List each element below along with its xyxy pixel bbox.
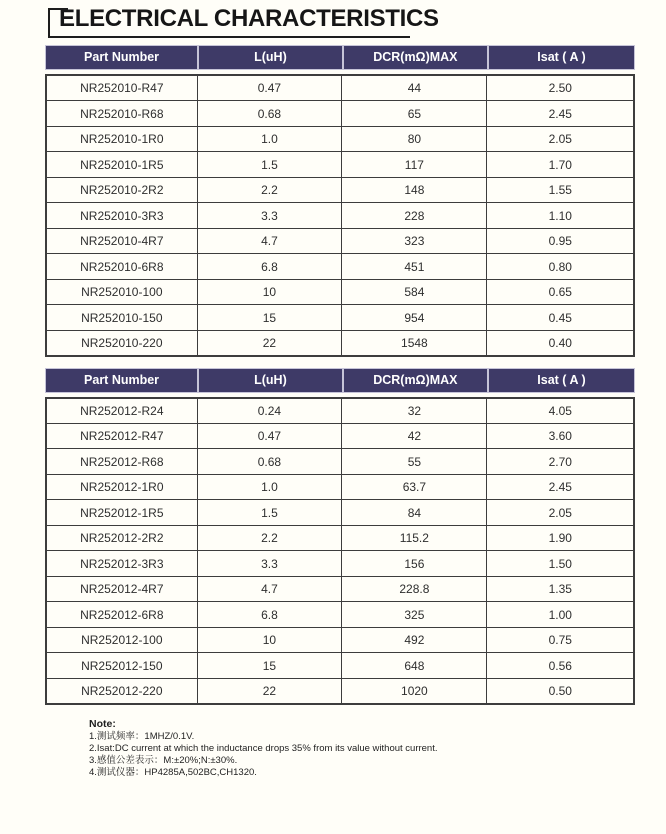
table-row [46,177,634,203]
table-cell: 44 [342,75,487,101]
note-line: 2.Isat:DC current at which the inductance drops 35% from its value without current. [89,742,438,754]
column-header: Isat ( A ) [487,369,634,392]
table-cell: NR252012-3R3 [46,551,197,577]
table-cell: NR252012-1R0 [46,474,197,500]
table-cell: 3.3 [197,203,342,229]
table-cell: NR252012-1R5 [46,500,197,526]
table-row [46,203,634,229]
table-cell: 325 [342,602,487,628]
table-row [46,423,634,449]
table-row [46,398,634,424]
table-cell: 648 [342,653,487,679]
table-row [46,449,634,475]
section-title-block [48,5,439,38]
table-cell: NR252012-R68 [46,449,197,475]
table-row [46,330,634,356]
table-cell: 1.35 [487,576,634,602]
table-cell: 32 [342,398,487,424]
table-row [46,152,634,178]
table-nr252012 [45,368,635,705]
table-cell: NR252012-6R8 [46,602,197,628]
table-row [46,101,634,127]
table-cell: 0.65 [487,279,634,305]
table-cell: 2.45 [487,101,634,127]
table-cell: 2.2 [197,177,342,203]
note-lines [89,731,635,779]
table-cell: 0.56 [487,653,634,679]
table-cell: 84 [342,500,487,526]
table-cell: NR252012-100 [46,627,197,653]
column-header: DCR(mΩ)MAX [342,46,487,69]
table-cell: 42 [342,423,487,449]
table-cell: 55 [342,449,487,475]
table-cell: 10 [197,279,342,305]
table-cell: 2.05 [487,500,634,526]
table-cell: 1.00 [487,602,634,628]
table-row [46,75,634,101]
table-cell: 1.10 [487,203,634,229]
table-cell: 80 [342,126,487,152]
table-cell: 2.45 [487,474,634,500]
table-row [46,500,634,526]
table-cell: 115.2 [342,525,487,551]
table-cell: 1.5 [197,152,342,178]
table-cell: 0.47 [197,75,342,101]
table-row [46,474,634,500]
table-cell: 492 [342,627,487,653]
table-cell: NR252010-R47 [46,75,197,101]
table-cell: 2.05 [487,126,634,152]
table-cell: 228 [342,203,487,229]
table-row [46,305,634,331]
table-cell: NR252012-220 [46,678,197,704]
table-cell: 2.50 [487,75,634,101]
table-cell: 0.68 [197,101,342,127]
table-cell: 0.45 [487,305,634,331]
table-row [46,254,634,280]
table-cell: NR252010-1R0 [46,126,197,152]
table-cell: 63.7 [342,474,487,500]
table-cell: 2.70 [487,449,634,475]
table-cell: 10 [197,627,342,653]
table-cell: NR252010-6R8 [46,254,197,280]
table-cell: NR252010-2R2 [46,177,197,203]
table-cell: 117 [342,152,487,178]
page-title: ELECTRICAL CHARACTERISTICS [59,5,439,32]
table-cell: NR252012-2R2 [46,525,197,551]
column-header: L(uH) [197,369,342,392]
table-cell: 0.40 [487,330,634,356]
table-row [46,678,634,704]
table-cell: 0.50 [487,678,634,704]
table-cell: 1.0 [197,474,342,500]
column-header: L(uH) [197,46,342,69]
table-cell: 228.8 [342,576,487,602]
table-row [46,627,634,653]
column-header: Part Number [84,372,160,387]
table-cell: NR252012-4R7 [46,576,197,602]
table-cell: 451 [342,254,487,280]
table-cell: 148 [342,177,487,203]
table-cell: 1.5 [197,500,342,526]
table-cell: NR252010-100 [46,279,197,305]
table-cell: NR252012-R24 [46,398,197,424]
table-cell: NR252010-220 [46,330,197,356]
datasheet-content [45,45,635,779]
table-row [46,126,634,152]
table-cell: 156 [342,551,487,577]
table-cell: NR252010-150 [46,305,197,331]
table-row [46,279,634,305]
table-cell: 4.7 [197,228,342,254]
table-cell: 1.50 [487,551,634,577]
table-cell: 15 [197,653,342,679]
table-row [46,551,634,577]
table-header-row [45,368,635,393]
data-grid [45,397,635,705]
table-row [46,228,634,254]
table-cell: 6.8 [197,602,342,628]
table-cell: 0.80 [487,254,634,280]
table-cell: NR252010-3R3 [46,203,197,229]
table-cell: 954 [342,305,487,331]
column-header: Isat ( A ) [487,46,634,69]
table-cell: 22 [197,330,342,356]
table-cell: NR252012-150 [46,653,197,679]
table-cell: NR252010-R68 [46,101,197,127]
note-line: 3.感值公差表示：M:±20%;N:±30%. [89,754,238,766]
table-cell: 0.24 [197,398,342,424]
note-label: Note: [89,717,116,730]
table-cell: 1.0 [197,126,342,152]
table-header-row [45,45,635,70]
table-cell: 65 [342,101,487,127]
table-row [46,576,634,602]
table-cell: 22 [197,678,342,704]
table-cell: NR252010-1R5 [46,152,197,178]
table-cell: 0.75 [487,627,634,653]
table-cell: NR252012-R47 [46,423,197,449]
table-cell: 15 [197,305,342,331]
table-cell: 1548 [342,330,487,356]
column-header: DCR(mΩ)MAX [342,369,487,392]
table-cell: 0.47 [197,423,342,449]
table-cell: 584 [342,279,487,305]
table-cell: 0.95 [487,228,634,254]
table-row [46,525,634,551]
note-block [89,718,635,779]
table-cell: 4.7 [197,576,342,602]
table-cell: 2.2 [197,525,342,551]
table-cell: 1020 [342,678,487,704]
table-cell: 323 [342,228,487,254]
table-cell: 1.70 [487,152,634,178]
table-cell: 1.55 [487,177,634,203]
note-line: 4.测试仪器：HP4285A,502BC,CH1320. [89,766,257,778]
table-cell: 1.90 [487,525,634,551]
note-line: 1.测试频率：1MHZ/0.1V. [89,730,195,742]
table-cell: NR252010-4R7 [46,228,197,254]
table-row [46,602,634,628]
table-row [46,653,634,679]
table-cell: 0.68 [197,449,342,475]
table-nr252010 [45,45,635,357]
table-cell: 3.60 [487,423,634,449]
table-cell: 4.05 [487,398,634,424]
data-grid [45,74,635,357]
column-header: Part Number [84,50,160,65]
table-cell: 3.3 [197,551,342,577]
table-cell: 6.8 [197,254,342,280]
